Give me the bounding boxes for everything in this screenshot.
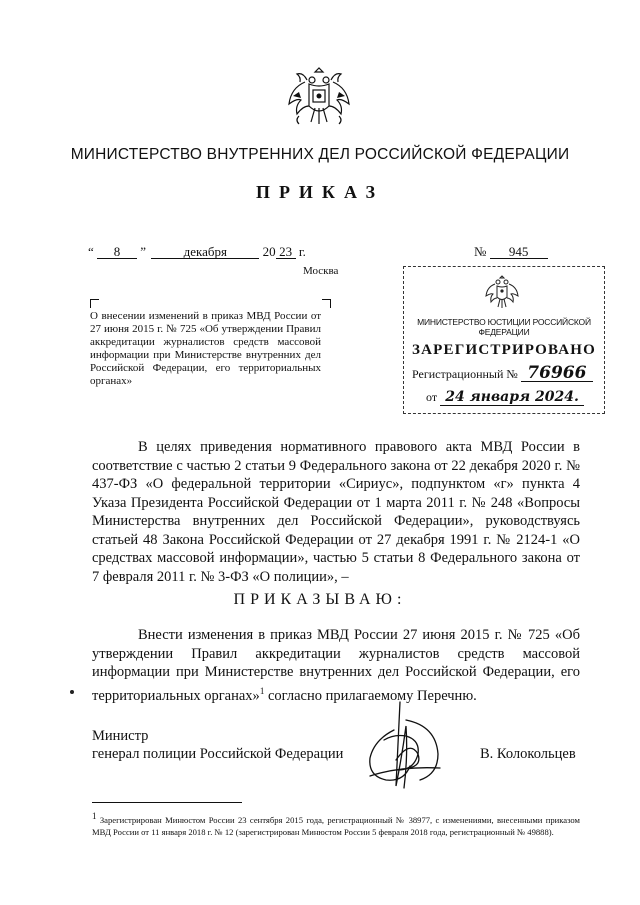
registration-stamp xyxy=(403,266,605,414)
footnote xyxy=(92,810,580,838)
stamp-reg-number: 76966 xyxy=(521,365,593,382)
signatory-rank: генерал полиции Российской Федерации xyxy=(92,746,344,762)
stamp-ministry-title: МИНИСТЕРСТВО ЮСТИЦИИ РОССИЙСКОЙ ФЕДЕРАЦИИ xyxy=(417,317,591,337)
document-date xyxy=(88,244,306,260)
document-subject: О внесении изменений в приказ МВД России от 27 июня 2015 г. № 725 «Об утверждении Правил аккредитации журналистов средств массовой информации при Министерстве внутренних дел Российской Федерации, его территориальных органах» xyxy=(90,310,321,387)
stamp-reg-label: Регистрационный № xyxy=(412,367,518,381)
date-month: декабря xyxy=(151,245,259,259)
order-paragraph-text: Внести изменения в приказ МВД России 27 июня 2015 г. № 725 «Об утверждении Правил аккредитации журналистов средств массовой информации при Министерстве внутренних дел Российской Федерации, его территориальных органах» xyxy=(92,627,580,704)
ministry-title: МИНИСТЕРСТВО ВНУТРЕННИХ ДЕЛ РОССИЙСКОЙ ФЕДЕРАЦИИ xyxy=(70,146,570,163)
date-open-quote: “ xyxy=(88,244,94,259)
document-number xyxy=(474,244,548,260)
russian-coat-of-arms-icon xyxy=(484,275,520,309)
date-year-prefix: 20 xyxy=(262,244,276,259)
document-city: Москва xyxy=(303,265,339,277)
stamp-registered: ЗАРЕГИСТРИРОВАНО xyxy=(412,342,596,358)
order-paragraph xyxy=(92,626,580,705)
signatory-title: Министр xyxy=(92,728,149,744)
footnote-reference: 1 xyxy=(259,685,265,696)
order-text xyxy=(92,626,580,705)
stamp-reg-date: 24 января 2024. xyxy=(440,389,584,406)
date-year-mark: г. xyxy=(298,244,306,259)
number-value: 945 xyxy=(490,245,548,259)
date-year-suffix: 23 xyxy=(276,245,296,259)
stamp-registration-number xyxy=(412,365,593,382)
footnote-divider xyxy=(92,802,242,803)
preamble xyxy=(92,438,580,586)
date-close-quote: ” xyxy=(140,244,147,259)
date-day: 8 xyxy=(97,245,137,259)
handwritten-signature xyxy=(366,700,444,792)
subject-bracket-right xyxy=(322,299,331,308)
russian-coat-of-arms-icon xyxy=(285,66,353,128)
order-word: ПРИКАЗЫВАЮ: xyxy=(233,591,407,608)
signatory-name: В. Колокольцев xyxy=(480,746,576,762)
number-label: № xyxy=(474,244,487,259)
subject-bracket-left xyxy=(90,299,99,308)
footnote-text: Зарегистрирован Минюстом России 23 сентября 2015 года, регистрационный № 38977, с изменениями, внесенными приказом МВД России от 11 января 2018 г. № 12 (зарегистрирован Минюстом России 5 февраля 2018 года, регистрационный № 49888). xyxy=(92,814,580,837)
order-paragraph-end: согласно прилагаемому Перечню. xyxy=(264,687,477,704)
stamp-registration-date xyxy=(426,389,584,406)
stamp-from-label: от xyxy=(426,390,438,404)
document-type: ПРИКАЗ xyxy=(255,182,385,202)
preamble-paragraph: В целях приведения нормативного правового акта МВД России в соответствие с частью 2 статьи 9 Федерального закона от 22 декабря 2020 г. № 437-ФЗ «О федеральной территории «Сириус», подпунктом «г» пункта 4 Указа Президента Российской Федерации от 1 марта 2011 г. № 248 «Вопросы Министерства внутренних дел Российской Федерации», руководствуясь статьей 48 Закона Российской Федерации от 27 декабря 1991 г. № 2124-1 «О средствах массовой информации», частью 5 статьи 8 Федерального закона от 7 февраля 2011 г. № 3-ФЗ «О полиции», – xyxy=(92,439,580,585)
margin-dot xyxy=(70,690,74,694)
footnote-mark: 1 xyxy=(92,811,97,821)
